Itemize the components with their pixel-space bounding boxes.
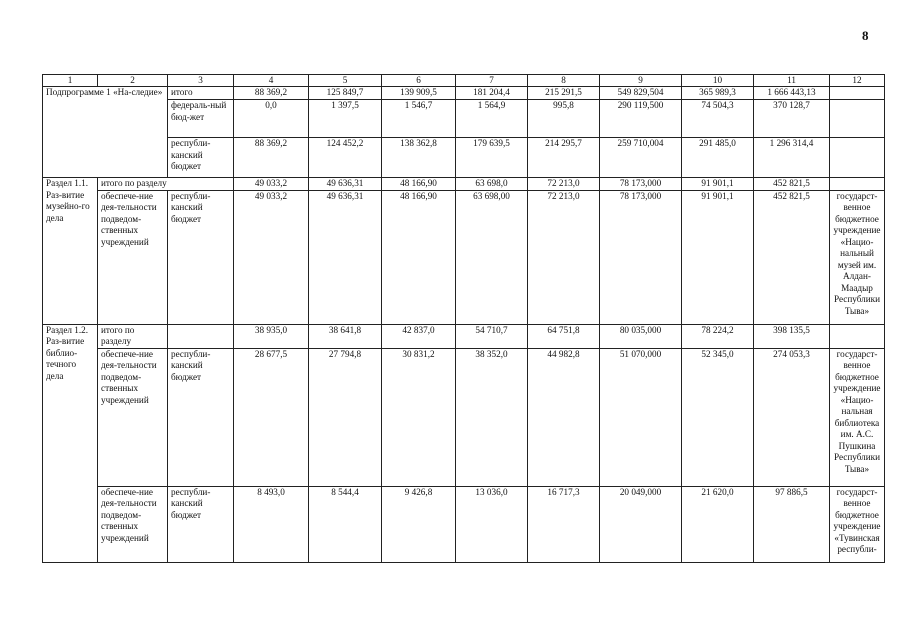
header-cell: 7: [456, 75, 528, 87]
empty-cell: [830, 178, 885, 191]
value-cell: 63 698,0: [456, 178, 528, 191]
table-row: [43, 324, 885, 348]
value-cell: 48 166,90: [382, 190, 456, 324]
table-row: [43, 138, 885, 178]
value-cell: 181 204,4: [456, 87, 528, 100]
value-cell: 549 829,504: [600, 87, 682, 100]
value-cell: 1 397,5: [309, 100, 382, 138]
value-cell: 64 751,8: [528, 324, 600, 348]
value-cell: 80 035,000: [600, 324, 682, 348]
value-cell: 44 982,8: [528, 348, 600, 486]
header-cell: 11: [754, 75, 830, 87]
funding-source: федераль-ный бюд-жет: [168, 100, 234, 138]
value-cell: 63 698,00: [456, 190, 528, 324]
value-cell: 214 295,7: [528, 138, 600, 178]
value-cell: 97 886,5: [754, 486, 830, 562]
value-cell: 72 213,0: [528, 178, 600, 191]
section-total-label: итого по разделу: [98, 178, 234, 191]
value-cell: 91 901,1: [682, 190, 754, 324]
value-cell: 138 362,8: [382, 138, 456, 178]
value-cell: 274 053,3: [754, 348, 830, 486]
empty-cell: [830, 87, 885, 100]
value-cell: 179 639,5: [456, 138, 528, 178]
value-cell: 370 128,7: [754, 100, 830, 138]
value-cell: 124 452,2: [309, 138, 382, 178]
value-cell: 78 173,000: [600, 178, 682, 191]
value-cell: 259 710,004: [600, 138, 682, 178]
header-cell: 2: [98, 75, 168, 87]
value-cell: 54 710,7: [456, 324, 528, 348]
value-cell: 8 544,4: [309, 486, 382, 562]
header-cell: 4: [234, 75, 309, 87]
value-cell: 28 677,5: [234, 348, 309, 486]
value-cell: 291 485,0: [682, 138, 754, 178]
value-cell: 51 070,000: [600, 348, 682, 486]
header-cell: 1: [43, 75, 98, 87]
value-cell: 91 901,1: [682, 178, 754, 191]
activity-cell: обеспече-ние дея-тельности подведом-ственных учреждений: [98, 190, 168, 324]
activity-cell: обеспече-ние дея-тельности подведом-ственных учреждений: [98, 348, 168, 486]
value-cell: 16 717,3: [528, 486, 600, 562]
header-cell: 5: [309, 75, 382, 87]
value-cell: 38 641,8: [309, 324, 382, 348]
value-cell: 365 989,3: [682, 87, 754, 100]
empty-cell: [830, 324, 885, 348]
funding-source: республи-канский бюджет: [168, 486, 234, 562]
header-row: [43, 75, 885, 87]
table-row: [43, 178, 885, 191]
value-cell: 88 369,2: [234, 138, 309, 178]
value-cell: 49 636,31: [309, 190, 382, 324]
value-cell: 290 119,500: [600, 100, 682, 138]
value-cell: 452 821,5: [754, 178, 830, 191]
executor-cell: государст-венное бюджетное учреждение «Тувинская республи-: [830, 486, 885, 562]
value-cell: 52 345,0: [682, 348, 754, 486]
funding-source: республи-канский бюджет: [168, 138, 234, 178]
value-cell: 49 033,2: [234, 178, 309, 191]
funding-source: итого: [168, 87, 234, 100]
header-cell: 9: [600, 75, 682, 87]
value-cell: 13 036,0: [456, 486, 528, 562]
executor-cell: государст-венное бюджетное учреждение «Нацио-нальный музей им. Алдан-Маадыр Республики Тыва»: [830, 190, 885, 324]
budget-table: [42, 74, 885, 563]
table-row: [43, 100, 885, 138]
value-cell: 38 935,0: [234, 324, 309, 348]
value-cell: 139 909,5: [382, 87, 456, 100]
table-row: [43, 190, 885, 324]
value-cell: 27 794,8: [309, 348, 382, 486]
value-cell: 125 849,7: [309, 87, 382, 100]
empty-cell: [830, 100, 885, 138]
activity-cell: обеспече-ние дея-тельности подведом-ственных учреждений: [98, 486, 168, 562]
value-cell: 88 369,2: [234, 87, 309, 100]
section-title: Раздел 1.2. Раз-витие библио-течного дела: [43, 324, 98, 562]
header-cell: 8: [528, 75, 600, 87]
value-cell: 48 166,90: [382, 178, 456, 191]
value-cell: 1 666 443,13: [754, 87, 830, 100]
page-number: 8: [862, 28, 869, 43]
value-cell: 20 049,000: [600, 486, 682, 562]
executor-cell: государст-венное бюджетное учреждение «Нацио-нальная библиотека им. А.С. Пушкина Республики Тыва»: [830, 348, 885, 486]
value-cell: 9 426,8: [382, 486, 456, 562]
value-cell: 215 291,5: [528, 87, 600, 100]
value-cell: 38 352,0: [456, 348, 528, 486]
value-cell: 995,8: [528, 100, 600, 138]
section-title: Раздел 1.1. Раз-витие музейно-го дела: [43, 178, 98, 325]
empty-cell: [168, 324, 234, 348]
table-row: [43, 87, 885, 100]
funding-source: республи-канский бюджет: [168, 348, 234, 486]
program-title: Подпрограмме 1 «На-следие»: [43, 87, 168, 178]
value-cell: 398 135,5: [754, 324, 830, 348]
table-row: [43, 348, 885, 486]
value-cell: 1 546,7: [382, 100, 456, 138]
value-cell: 49 033,2: [234, 190, 309, 324]
value-cell: 8 493,0: [234, 486, 309, 562]
section-total-label: итого по разделу: [98, 324, 168, 348]
value-cell: 30 831,2: [382, 348, 456, 486]
value-cell: 0,0: [234, 100, 309, 138]
value-cell: 74 504,3: [682, 100, 754, 138]
header-cell: 12: [830, 75, 885, 87]
value-cell: 21 620,0: [682, 486, 754, 562]
empty-cell: [830, 138, 885, 178]
value-cell: 452 821,5: [754, 190, 830, 324]
header-cell: 6: [382, 75, 456, 87]
value-cell: 49 636,31: [309, 178, 382, 191]
value-cell: 42 837,0: [382, 324, 456, 348]
value-cell: 1 296 314,4: [754, 138, 830, 178]
header-cell: 10: [682, 75, 754, 87]
value-cell: 72 213,0: [528, 190, 600, 324]
funding-source: республи-канский бюджет: [168, 190, 234, 324]
table-row: [43, 486, 885, 562]
value-cell: 1 564,9: [456, 100, 528, 138]
header-cell: 3: [168, 75, 234, 87]
value-cell: 78 224,2: [682, 324, 754, 348]
value-cell: 78 173,000: [600, 190, 682, 324]
